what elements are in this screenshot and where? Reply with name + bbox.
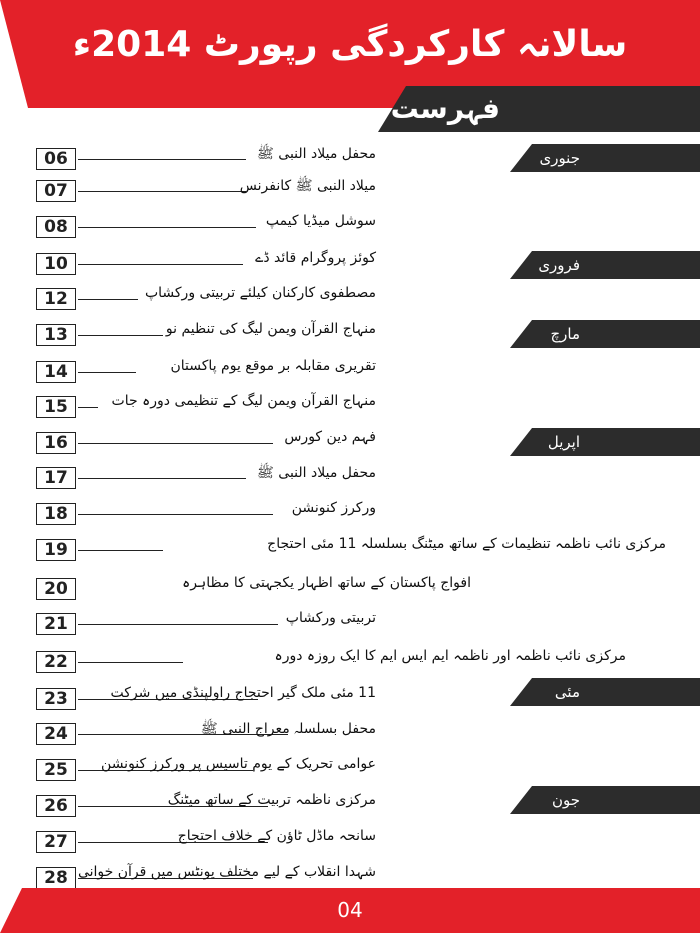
report-title: سالانہ کارکردگی رپورٹ 2014ء bbox=[72, 24, 628, 65]
entry-title: مرکزی نائب ناظمہ تنظیمات کے ساتھ میٹنگ بسلسلہ 11 مئی احتجاج bbox=[267, 536, 666, 552]
index-heading: فہرست bbox=[390, 92, 500, 125]
entry-title: 11 مئی ملک گیر احتجاج راولپنڈی میں شرکت bbox=[110, 685, 376, 701]
month-label-april: اپریل bbox=[547, 433, 580, 451]
page-number-box: 12 bbox=[36, 288, 76, 310]
toc-entry bbox=[36, 467, 376, 491]
entry-title: محفل میلاد النبی ﷺ bbox=[256, 465, 376, 481]
leader-line bbox=[78, 662, 183, 663]
page-number-box: 26 bbox=[36, 795, 76, 817]
leader-line bbox=[78, 227, 256, 228]
month-tab-may bbox=[510, 678, 700, 706]
entry-title: کوئز پروگرام قائد ڈے bbox=[255, 250, 376, 266]
toc-entry bbox=[36, 536, 666, 563]
page-number: 04 bbox=[337, 898, 363, 922]
entry-title: محفل بسلسلہ معراج النبی ﷺ bbox=[200, 721, 376, 737]
page-number-box: 22 bbox=[36, 651, 76, 673]
toc-entry bbox=[36, 500, 376, 527]
entry-title: مصطفوی کارکنان کیلئے تربیتی ورکشاپ bbox=[144, 285, 376, 301]
page-number-box: 10 bbox=[36, 253, 76, 275]
toc-entry bbox=[36, 610, 376, 637]
toc-entry bbox=[36, 648, 626, 675]
page-number-box: 17 bbox=[36, 467, 76, 489]
toc-entry bbox=[36, 723, 376, 747]
entry-title: تقریری مقابلہ بر موقع یوم پاکستان bbox=[170, 358, 376, 374]
page-number-box: 07 bbox=[36, 180, 76, 202]
month-label-march: مارچ bbox=[550, 325, 580, 343]
leader-line bbox=[78, 372, 136, 373]
leader-line bbox=[78, 550, 163, 551]
month-tab-april bbox=[510, 428, 700, 456]
leader-line bbox=[78, 443, 273, 444]
toc-entry bbox=[36, 575, 471, 602]
page-number-box: 21 bbox=[36, 613, 76, 635]
page-number-box: 27 bbox=[36, 831, 76, 853]
leader-line bbox=[78, 264, 243, 265]
page-number-box: 08 bbox=[36, 216, 76, 238]
entry-title: مرکزی نائب ناظمہ اور ناظمہ ایم ایس ایم کا ایک روزہ دورہ bbox=[274, 648, 626, 664]
toc-entry bbox=[36, 180, 376, 204]
entry-title: میلاد النبی ﷺ کانفرنس bbox=[239, 178, 376, 194]
entry-title: مرکزی ناظمہ تربیت کے ساتھ میٹنگ bbox=[167, 792, 376, 808]
leader-line bbox=[78, 407, 98, 408]
toc-entry bbox=[36, 393, 376, 420]
month-label-january: جنوری bbox=[539, 149, 580, 167]
page-number-box: 28 bbox=[36, 867, 76, 889]
entry-title: فہم دین کورس bbox=[284, 429, 376, 445]
leader-line bbox=[78, 478, 246, 479]
toc-entry bbox=[36, 358, 376, 385]
entry-title: افواج پاکستان کے ساتھ اظہار یکجہتی کا مظاہرہ bbox=[182, 575, 471, 591]
entry-title: سوشل میڈیا کیمپ bbox=[265, 213, 376, 229]
month-label-february: فروری bbox=[538, 256, 580, 274]
toc-entry bbox=[36, 148, 376, 172]
toc-entry bbox=[36, 685, 376, 712]
page-number-box: 23 bbox=[36, 688, 76, 710]
leader-line bbox=[78, 624, 278, 625]
page-number-box: 24 bbox=[36, 723, 76, 745]
toc-entry bbox=[36, 756, 376, 783]
entry-title: منہاج القرآن ویمن لیگ کے تنظیمی دورہ جات bbox=[111, 393, 376, 409]
entry-title: منہاج القرآن ویمن لیگ کی تنظیم نو bbox=[165, 321, 376, 337]
leader-line bbox=[78, 335, 163, 336]
month-tab-march bbox=[510, 320, 700, 348]
toc-entry bbox=[36, 828, 376, 855]
toc-entry bbox=[36, 864, 376, 891]
page-number-box: 15 bbox=[36, 396, 76, 418]
leader-line bbox=[78, 159, 246, 160]
entry-title: محفل میلاد النبی ﷺ bbox=[256, 146, 376, 162]
entry-title: ورکرز کنونشن bbox=[291, 500, 376, 516]
entry-title: تربیتی ورکشاپ bbox=[285, 610, 376, 626]
leader-line bbox=[78, 299, 138, 300]
page-number-box: 16 bbox=[36, 432, 76, 454]
toc-entry bbox=[36, 285, 376, 312]
leader-line bbox=[78, 191, 246, 192]
page-number-box: 14 bbox=[36, 361, 76, 383]
toc-entry bbox=[36, 321, 376, 348]
leader-line bbox=[78, 514, 273, 515]
entry-title: شہدا انقلاب کے لیے مختلف یونٹس میں قرآن خوانی bbox=[77, 864, 376, 880]
month-tab-june bbox=[510, 786, 700, 814]
page-number-box: 13 bbox=[36, 324, 76, 346]
toc-entry bbox=[36, 792, 376, 819]
page-number-box: 25 bbox=[36, 759, 76, 781]
toc-entry bbox=[36, 250, 376, 277]
entry-title: سانحہ ماڈل ٹاؤن کے خلاف احتجاج bbox=[177, 828, 376, 844]
entry-title: عوامی تحریک کے یوم تاسیس پر ورکرز کنونشن bbox=[101, 756, 376, 772]
page-number-box: 06 bbox=[36, 148, 76, 170]
page-number-box: 20 bbox=[36, 578, 76, 600]
page-number-box: 18 bbox=[36, 503, 76, 525]
month-label-june: جون bbox=[551, 791, 580, 809]
month-label-may: مئی bbox=[554, 683, 580, 701]
toc-entry bbox=[36, 429, 376, 456]
toc-entry bbox=[36, 213, 376, 240]
page-number-box: 19 bbox=[36, 539, 76, 561]
